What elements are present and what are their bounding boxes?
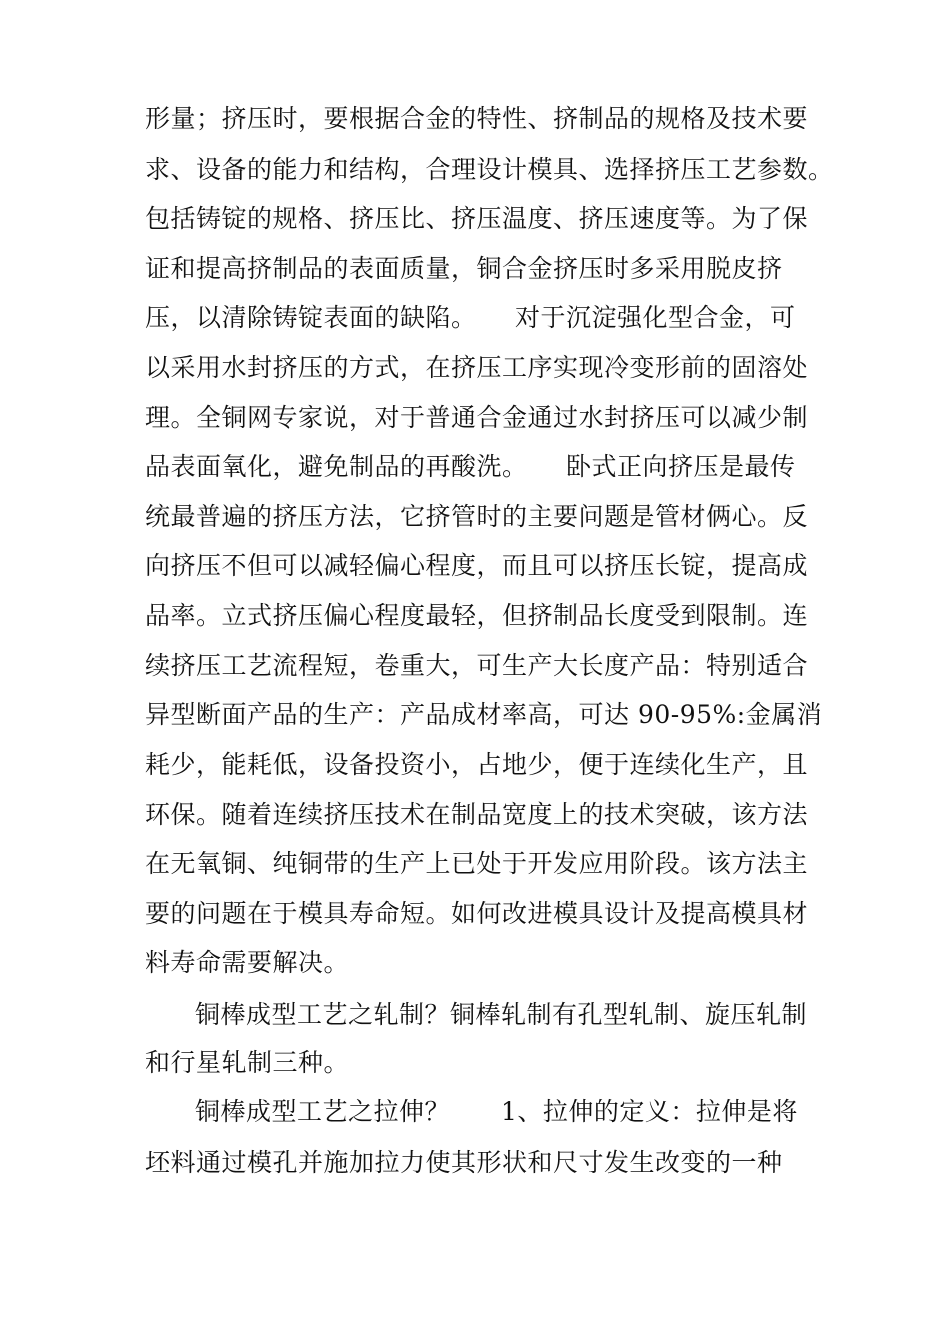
text-line: 向挤压不但可以减轻偏心程度，而且可以挤压长锭，提高成 [145, 551, 809, 580]
text-line: 品表面氧化，避免制品的再酸洗。 卧式正向挤压是最传 [145, 452, 796, 481]
text-line: 异型断面产品的生产：产品成材率高，可达 90-95%:金属消 [145, 700, 823, 729]
text-line: 包括铸锭的规格、挤压比、挤压温度、挤压速度等。为了保 [145, 204, 809, 233]
text-line: 坯料通过模孔并施加拉力使其形状和尺寸发生改变的一种 [145, 1148, 783, 1177]
text-line: 压，以清除铸锭表面的缺陷。 对于沉淀强化型合金，可 [145, 303, 796, 332]
text-line: 和行星轧制三种。 [145, 1048, 350, 1077]
text-line: 续挤压工艺流程短，卷重大，可生产大长度产品：特别适合 [145, 651, 809, 680]
text-line: 品率。立式挤压偏心程度最轻，但挤制品长度受到限制。连 [145, 601, 809, 630]
text-line: 要的问题在于模具寿命短。如何改进模具设计及提高模具材 [145, 899, 809, 928]
text-line: 求、设备的能力和结构，合理设计模具、选择挤压工艺参数。 [145, 155, 834, 184]
text-line: 统最普遍的挤压方法，它挤管时的主要问题是管材俩心。反 [145, 502, 809, 531]
text-line: 证和提高挤制品的表面质量，铜合金挤压时多采用脱皮挤 [145, 254, 783, 283]
paragraph-start-line: 铜棒成型工艺之轧制？铜棒轧制有孔型轧制、旋压轧制 [195, 1000, 808, 1029]
text-line: 耗少，能耗低，设备投资小，占地少，便于连续化生产，且 [145, 750, 809, 779]
text-line: 在无氧铜、纯铜带的生产上已处于开发应用阶段。该方法主 [145, 849, 809, 878]
text-line: 以采用水封挤压的方式，在挤压工序实现冷变形前的固溶处 [145, 353, 809, 382]
text-line: 理。全铜网专家说，对于普通合金通过水封挤压可以减少制 [145, 403, 809, 432]
text-line: 环保。随着连续挤压技术在制品宽度上的技术突破，该方法 [145, 800, 809, 829]
text-line: 形量；挤压时，要根据合金的特性、挤制品的规格及技术要 [145, 104, 809, 133]
paragraph-start-line: 铜棒成型工艺之拉伸？ 1、拉伸的定义：拉伸是将 [195, 1097, 798, 1126]
text-line: 料寿命需要解决。 [145, 948, 350, 977]
